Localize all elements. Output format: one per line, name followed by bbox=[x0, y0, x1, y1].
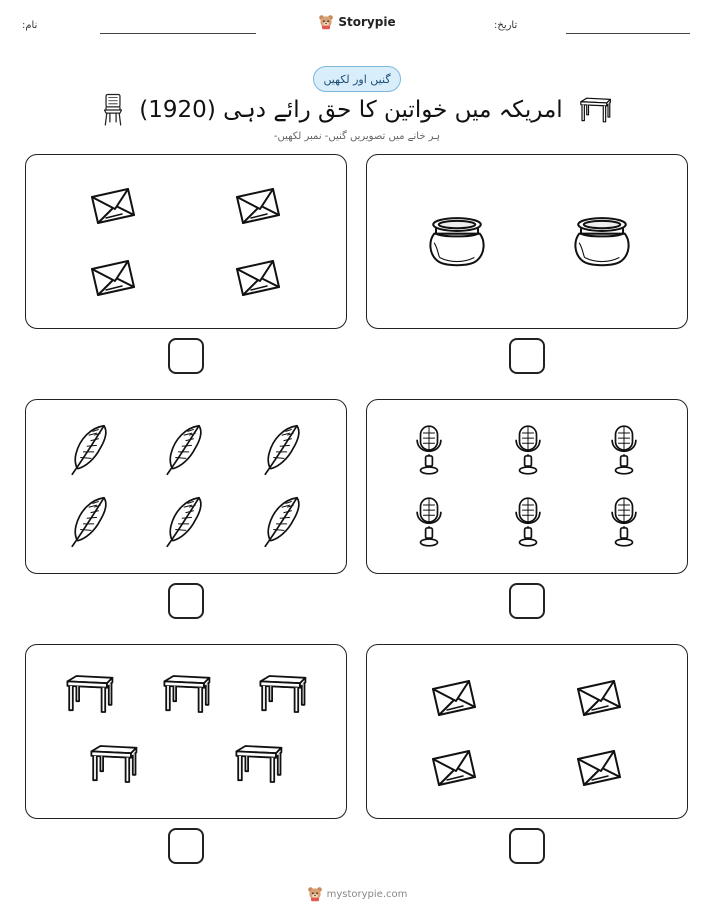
answer-box[interactable] bbox=[168, 338, 204, 374]
microphone-icon bbox=[412, 494, 446, 550]
count-card-pots bbox=[366, 154, 688, 329]
count-card-microphones bbox=[366, 399, 688, 574]
answer-box[interactable] bbox=[509, 338, 545, 374]
footer bbox=[0, 886, 714, 906]
microphone-icon bbox=[607, 494, 641, 550]
envelope-icon bbox=[88, 185, 138, 225]
envelope-icon bbox=[233, 257, 283, 297]
date-label: تاریخ: bbox=[494, 20, 518, 31]
microphone-icon bbox=[412, 422, 446, 478]
bear-mascot-icon bbox=[307, 886, 323, 902]
envelope-icon bbox=[574, 747, 624, 787]
count-card-envelopes-2 bbox=[366, 644, 688, 819]
chair-icon bbox=[101, 93, 125, 127]
microphone-icon bbox=[511, 422, 545, 478]
table-icon bbox=[577, 97, 613, 123]
table-icon bbox=[159, 673, 213, 715]
envelope-icon bbox=[429, 677, 479, 717]
brand-name: Storypie bbox=[338, 15, 396, 29]
answer-box[interactable] bbox=[509, 828, 545, 864]
microphone-icon bbox=[511, 494, 545, 550]
table-icon bbox=[255, 673, 309, 715]
count-card-tables bbox=[25, 644, 347, 819]
answer-box[interactable] bbox=[168, 583, 204, 619]
table-icon bbox=[62, 673, 116, 715]
envelope-icon bbox=[574, 677, 624, 717]
pot-icon bbox=[425, 212, 489, 270]
envelope-icon bbox=[233, 185, 283, 225]
feather-icon bbox=[259, 422, 307, 478]
count-card-envelopes-1 bbox=[25, 154, 347, 329]
envelope-icon bbox=[429, 747, 479, 787]
answer-box[interactable] bbox=[509, 583, 545, 619]
feather-icon bbox=[259, 494, 307, 550]
table-icon bbox=[231, 743, 285, 785]
date-line[interactable] bbox=[566, 33, 690, 34]
instructions: ہر خانے میں تصویریں گنیں- نمبر لکھیں- bbox=[273, 131, 441, 142]
task-pill: گنیں اور لکھیں bbox=[313, 66, 401, 92]
microphone-icon bbox=[607, 422, 641, 478]
title-row bbox=[0, 92, 714, 128]
feather-icon bbox=[161, 422, 209, 478]
footer-site[interactable]: mystorypie.com bbox=[326, 888, 408, 900]
answer-box[interactable] bbox=[168, 828, 204, 864]
table-icon bbox=[86, 743, 140, 785]
feather-icon bbox=[66, 422, 114, 478]
page-title: امریکہ میں خواتین کا حق رائے دہی (1920) bbox=[139, 97, 563, 123]
brand-logo bbox=[0, 14, 714, 34]
feather-icon bbox=[66, 494, 114, 550]
envelope-icon bbox=[88, 257, 138, 297]
count-card-feathers bbox=[25, 399, 347, 574]
bear-mascot-icon bbox=[318, 14, 334, 30]
pot-icon bbox=[570, 212, 634, 270]
name-label: نام: bbox=[22, 20, 38, 31]
feather-icon bbox=[161, 494, 209, 550]
